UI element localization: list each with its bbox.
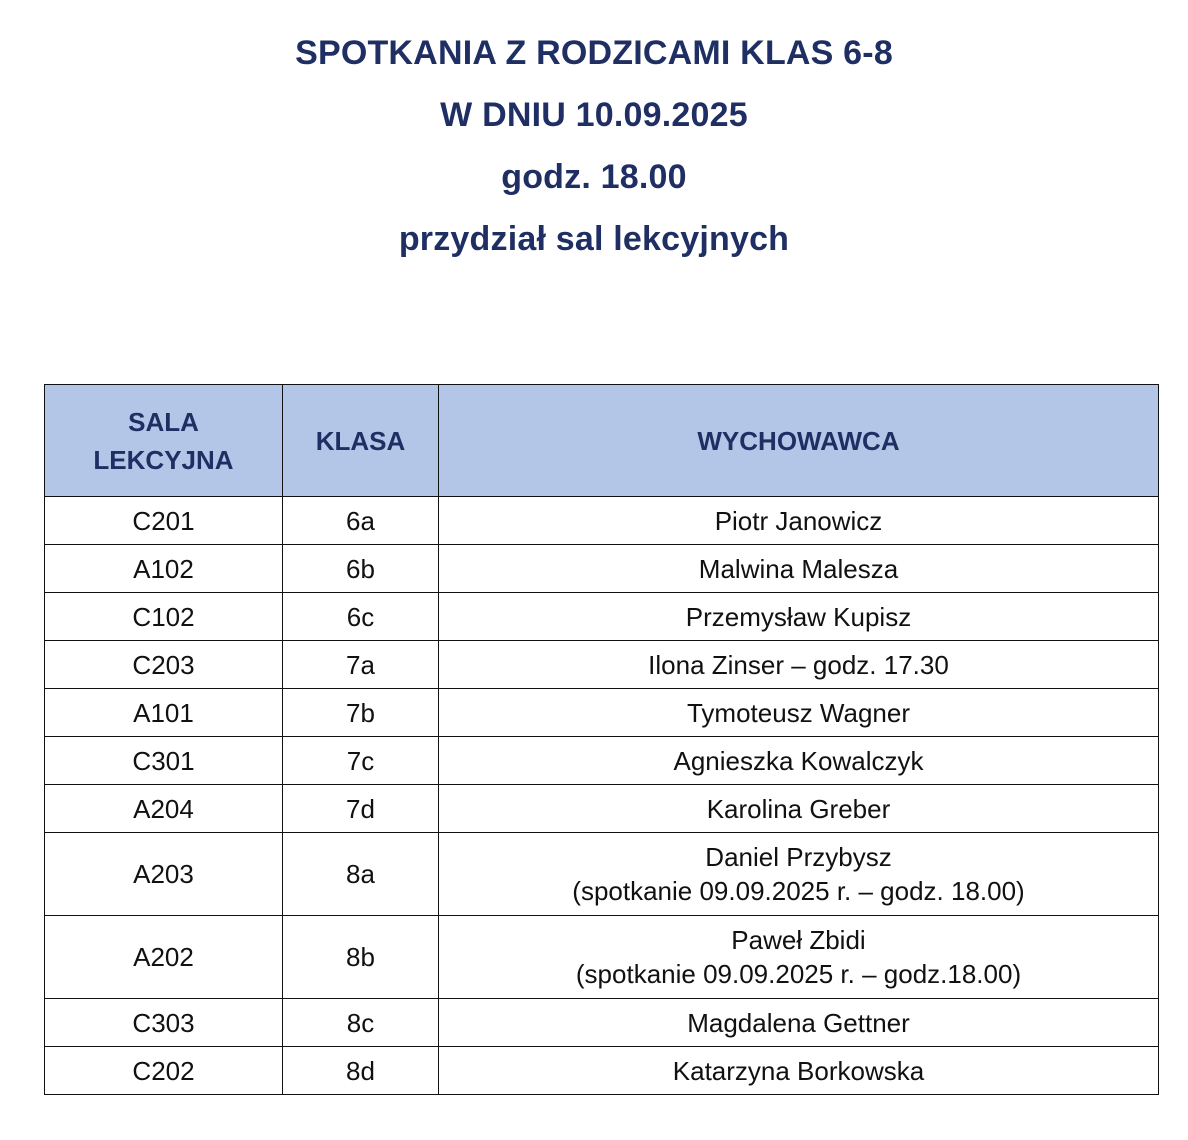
table-row [45,593,1159,641]
column-header-class: KLASA [283,385,439,497]
class-cell: 8b [283,916,439,999]
teacher-cell: Magdalena Gettner [439,999,1159,1047]
teacher-cell: Piotr Janowicz [439,497,1159,545]
table-row [45,1047,1159,1095]
teacher-cell [439,916,1159,999]
table-row [45,916,1159,999]
room-cell: C201 [45,497,283,545]
teacher-cell: Agnieszka Kowalczyk [439,737,1159,785]
title-line-4: przydział sal lekcyjnych [398,220,790,258]
column-header-room-line2: LEKCYJNA [93,444,234,475]
table-row [45,497,1159,545]
class-cell: 6b [283,545,439,593]
table-row [45,689,1159,737]
teacher-cell: Ilona Zinser – godz. 17.30 [439,641,1159,689]
room-cell: A102 [45,545,283,593]
room-cell: C303 [45,999,283,1047]
table-header-row [45,385,1159,497]
title-line-3: godz. 18.00 [501,158,687,196]
table-row [45,833,1159,916]
teacher-cell: Przemysław Kupisz [439,593,1159,641]
teacher-cell: Karolina Greber [439,785,1159,833]
table-row [45,737,1159,785]
meeting-note: (spotkanie 09.09.2025 r. – godz.18.00) [575,959,1022,989]
teacher-cell [439,833,1159,916]
teacher-cell: Malwina Malesza [439,545,1159,593]
meeting-note: (spotkanie 09.09.2025 r. – godz. 18.00) [572,876,1025,906]
class-cell: 7a [283,641,439,689]
teacher-cell: Tymoteusz Wagner [439,689,1159,737]
table-row [45,545,1159,593]
title-line-2: W DNIU 10.09.2025 [440,96,748,134]
table-row [45,785,1159,833]
table-row [45,641,1159,689]
room-assignment-table [44,384,1159,1095]
class-cell: 6a [283,497,439,545]
column-header-room [45,385,283,497]
class-cell: 7c [283,737,439,785]
title-line-1: SPOTKANIA Z RODZICAMI KLAS 6-8 [295,34,893,72]
document-title [0,26,1188,274]
room-cell: A101 [45,689,283,737]
teacher-name: Paweł Zbidi [731,925,866,955]
teacher-cell: Katarzyna Borkowska [439,1047,1159,1095]
room-cell: C301 [45,737,283,785]
room-cell: C203 [45,641,283,689]
class-cell: 8a [283,833,439,916]
room-cell: A203 [45,833,283,916]
class-cell: 8d [283,1047,439,1095]
table-row [45,999,1159,1047]
class-cell: 7d [283,785,439,833]
room-cell: A204 [45,785,283,833]
class-cell: 6c [283,593,439,641]
column-header-teacher: WYCHOWAWCA [439,385,1159,497]
room-cell: C102 [45,593,283,641]
class-cell: 8c [283,999,439,1047]
room-cell: A202 [45,916,283,999]
room-cell: C202 [45,1047,283,1095]
column-header-room-line1: SALA [128,406,199,437]
teacher-name: Daniel Przybysz [705,842,892,872]
class-cell: 7b [283,689,439,737]
